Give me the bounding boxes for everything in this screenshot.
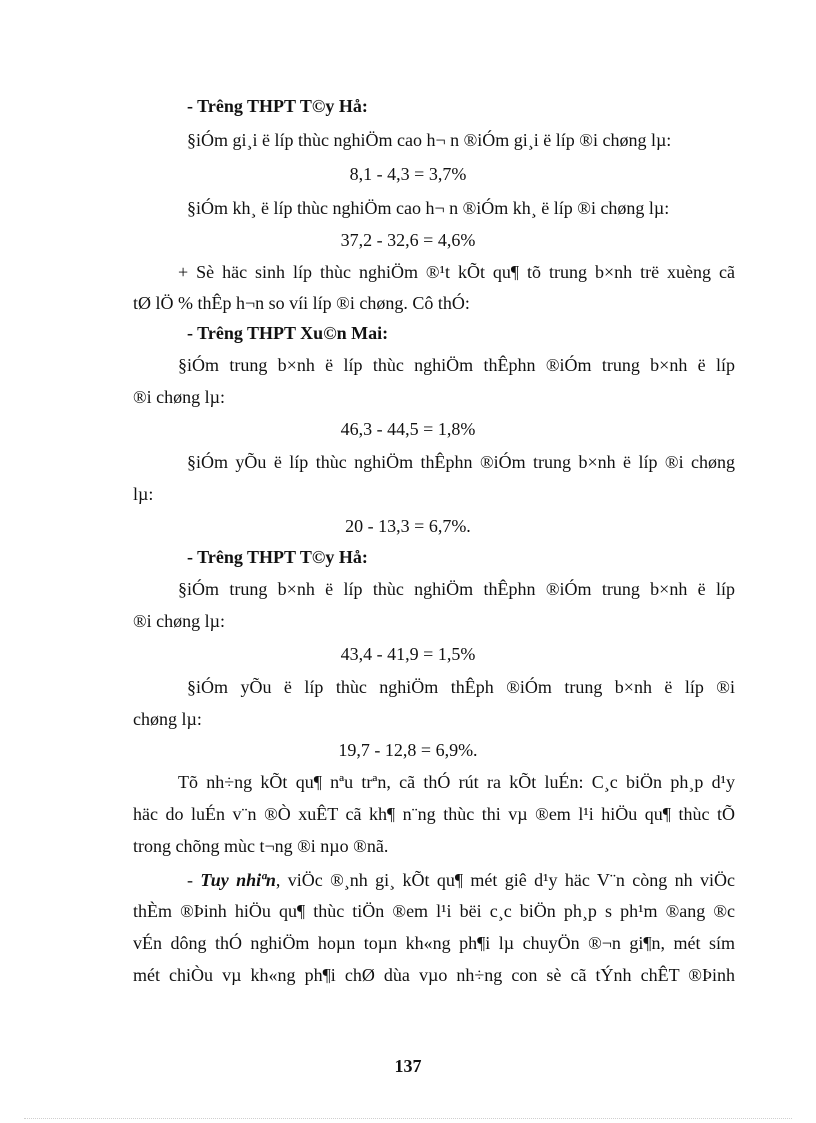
paragraph-line: lµ: — [133, 484, 154, 504]
paragraph-line: + Sè häc sinh líp thùc nghiÖm ®¹t kÕt qu¶ tõ trung b×nh trë xuèng cã — [178, 262, 735, 282]
formula-line: 43,4 - 41,9 = 1,5% — [340, 644, 476, 664]
paragraph-line: ®i chøng lµ: — [133, 387, 226, 407]
paragraph-line: §iÓm trung b×nh ë líp thùc nghiÖm thÊphn ®iÓm trung b×nh ë líp — [178, 355, 735, 375]
paragraph-line: mét chiÒu vµ kh«ng ph¶i chØ dùa vµo nh÷ng con sè cã tÝnh chÊT ®Þinh — [133, 965, 735, 985]
paragraph-line: §iÓm trung b×nh ë líp thùc nghiÖm thÊphn ®iÓm trung b×nh ë líp — [178, 579, 735, 599]
paragraph-line: ®i chøng lµ: — [133, 611, 226, 631]
paragraph-line: §iÓm gi¸i ë líp thùc nghiÖm cao h¬ n ®iÓm gi¸i ë líp ®i chøng lµ: — [187, 130, 672, 150]
italic-lead-text: Tuy nhiªn — [200, 870, 276, 890]
paragraph-line: trong chõng mùc t¬ng ®i nµo ®nã. — [133, 836, 389, 856]
section-heading-tay-ho-2: - Trêng THPT T©y Hå: — [187, 547, 368, 567]
formula-line: 8,1 - 4,3 = 3,7% — [349, 164, 467, 184]
formula-line: 20 - 13,3 = 6,7%. — [345, 516, 471, 536]
paragraph-line: häc do luÉn v¨n ®Ò xuÊT cã kh¶ n¨ng thùc thi vµ ®em l¹i hiÖu qu¶ thùc tÕ — [133, 804, 735, 824]
paragraph-line: §iÓm yÕu ë líp thùc nghiÖm thÊphn ®iÓm trung b×nh ë líp ®i chøng — [187, 452, 735, 472]
paragraph-line-italic-lead: - Tuy nhiªn, viÖc ®¸nh gi¸ kÕt qu¶ mét giê d¹y häc V¨n còng nh viÖc — [187, 870, 735, 890]
section-heading-tay-ho-1: - Trêng THPT T©y Hå: — [187, 96, 368, 116]
formula-line: 46,3 - 44,5 = 1,8% — [340, 419, 476, 439]
section-heading-xuan-mai: - Trêng THPT Xu©n Mai: — [187, 323, 389, 343]
page-number: 137 — [394, 1056, 422, 1076]
paragraph-line: §iÓm yÕu ë líp thùc nghiÖm thÊph ®iÓm trung b×nh ë líp ®i — [187, 677, 735, 697]
paragraph-line: chøng lµ: — [133, 709, 202, 729]
paragraph-line: tØ lÖ % thÊp h¬n so víi líp ®i chøng. Cô thÓ: — [133, 293, 470, 313]
formula-line: 19,7 - 12,8 = 6,9%. — [338, 740, 478, 760]
paragraph-line: §iÓm kh¸ ë líp thùc nghiÖm cao h¬ n ®iÓm kh¸ ë líp ®i chøng lµ: — [187, 198, 670, 218]
formula-line: 37,2 - 32,6 = 4,6% — [340, 230, 476, 250]
footer-divider — [24, 1118, 792, 1119]
paragraph-line: vÉn dông thÓ nghiÖm hoµn toµn kh«ng ph¶i lµ chuyÖn ®¬n gi¶n, mét sím — [133, 933, 735, 953]
paragraph-line: thÈm ®Þinh hiÖu qu¶ thùc tiÖn ®em l¹i bëi c¸c biÖn ph¸p s ph¹m ®ang ®c — [133, 901, 735, 921]
paragraph-line: Tõ nh÷ng kÕt qu¶ nªu trªn, cã thÓ rút ra kÕt luÉn: C¸c biÖn ph¸p d¹y — [178, 772, 735, 792]
